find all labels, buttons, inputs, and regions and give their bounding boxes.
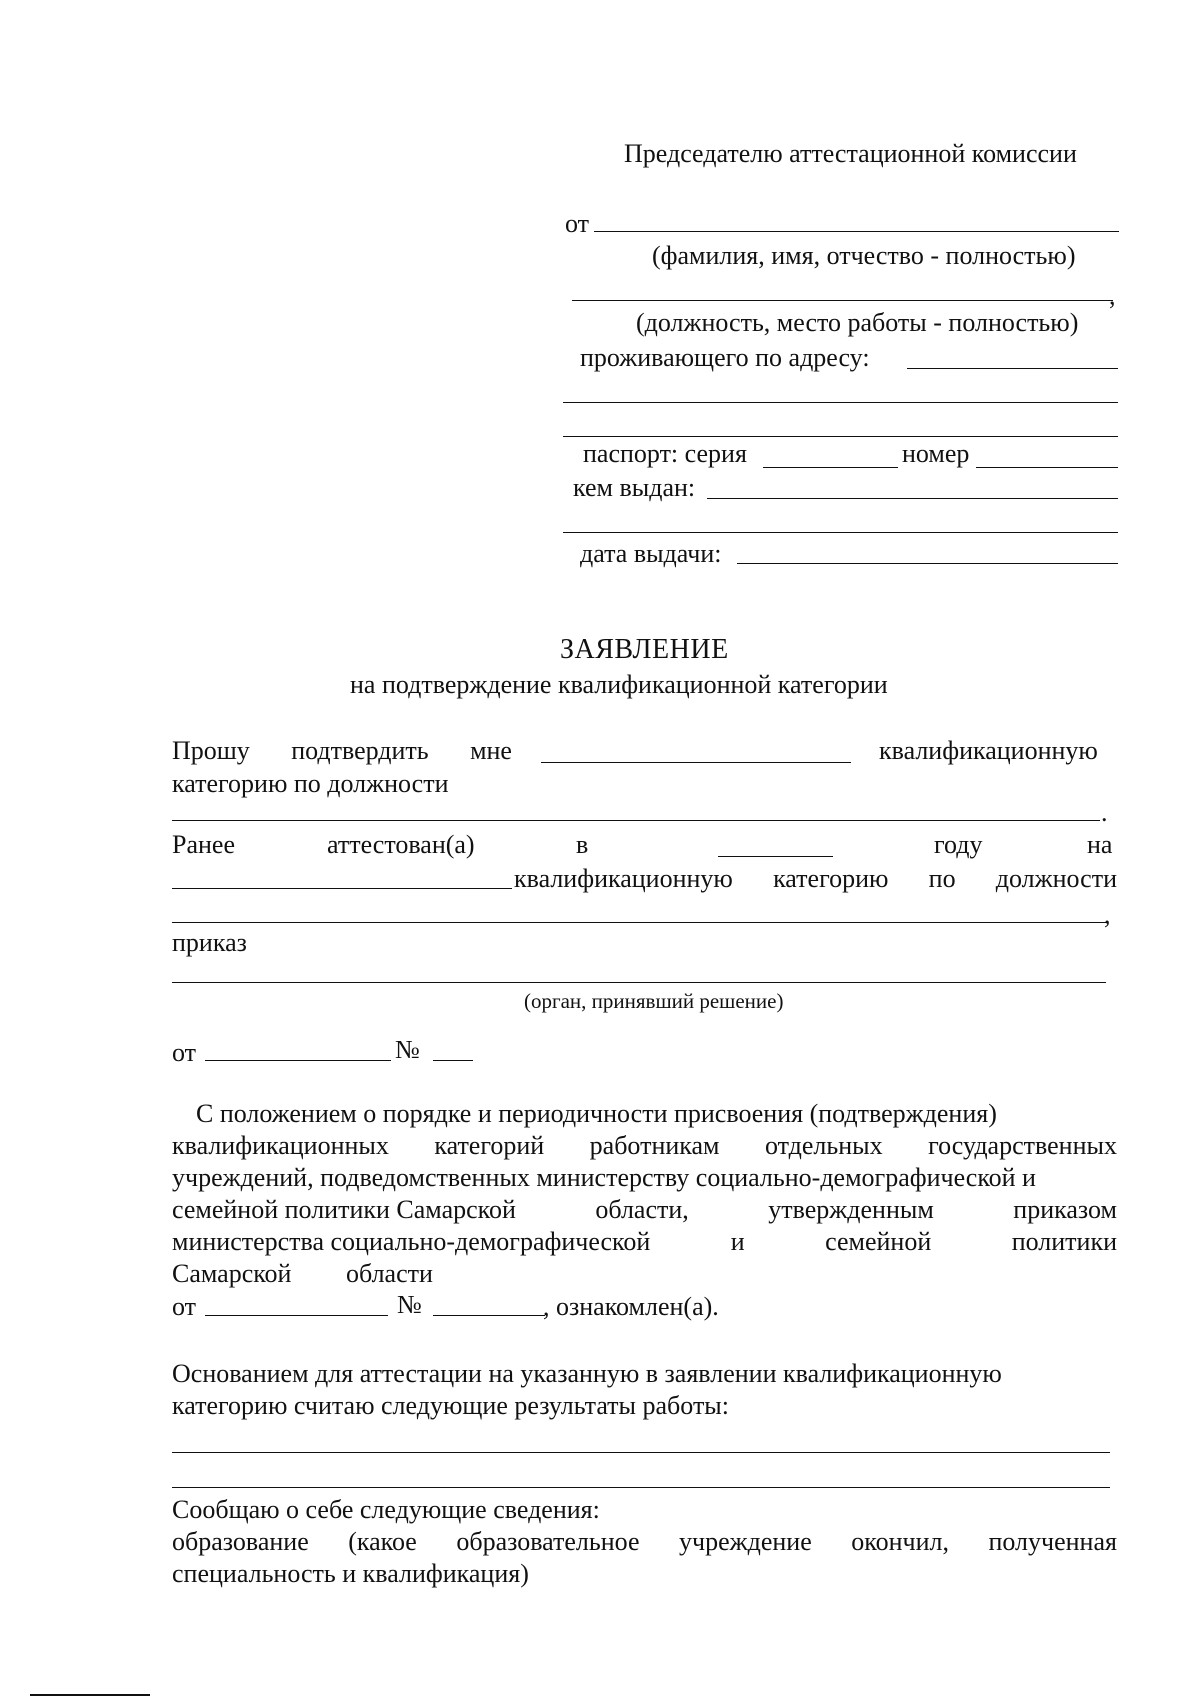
regulation-date-field-line[interactable]	[205, 1315, 388, 1316]
regulation-word: и	[730, 1227, 745, 1256]
previous-on-word: на	[1087, 830, 1113, 859]
regulation-number-sign: №	[397, 1290, 422, 1319]
request-word: Прошу	[172, 736, 250, 765]
regulation-word: министерства социально-демографической	[172, 1227, 651, 1256]
order-organ-field-line[interactable]	[172, 982, 1106, 983]
order-from-label: от	[172, 1038, 197, 1067]
request-line-2: категорию по должности	[172, 769, 449, 798]
position-hint: (должность, место работы - полностью)	[636, 308, 1079, 337]
address-field-line-3[interactable]	[563, 436, 1118, 437]
category-word: квалификационную	[879, 736, 1098, 765]
regulation-word: квалификационных	[172, 1131, 389, 1160]
addressee-text: Председателю аттестационной комиссии	[624, 139, 1077, 168]
request-end-dot: .	[1101, 798, 1108, 827]
about-line-1: Сообщаю о себе следующие сведения:	[172, 1495, 600, 1524]
previous-year-field-line[interactable]	[718, 856, 833, 857]
about-word: учреждение	[679, 1527, 812, 1556]
previous-category-field-line[interactable]	[172, 888, 512, 889]
regulation-word: области,	[595, 1195, 689, 1224]
regulation-word: категорий	[434, 1131, 545, 1160]
request-word: мне	[470, 736, 512, 765]
about-word: полученная	[988, 1527, 1117, 1556]
order-number-sign: №	[395, 1035, 420, 1064]
issued-by-field-line-1[interactable]	[707, 498, 1118, 499]
order-number-field-line[interactable]	[433, 1060, 473, 1061]
regulation-word: отдельных	[764, 1131, 883, 1160]
about-word: окончил,	[851, 1527, 949, 1556]
about-line-2	[172, 1529, 1117, 1555]
order-label: приказ	[172, 928, 247, 957]
passport-series-label: паспорт: серия	[583, 439, 747, 468]
fio-hint: (фамилия, имя, отчество - полностью)	[652, 241, 1076, 270]
fio-field-line[interactable]	[594, 231, 1119, 232]
previous-job-title-field-line[interactable]	[172, 922, 1106, 923]
regulation-word: работникам	[589, 1131, 720, 1160]
category-field-line[interactable]	[541, 762, 851, 763]
basis-line-1: Основанием для аттестации на указанную в заявлении квалификационную	[172, 1359, 1002, 1388]
footnote-separator-line	[30, 1694, 150, 1696]
issue-date-field-line[interactable]	[737, 563, 1118, 564]
regulation-word: семейной	[825, 1227, 932, 1256]
issued-by-label: кем выдан:	[573, 473, 696, 502]
regulation-line-1: С положением о порядке и периодичности присвоения (подтверждения)	[196, 1099, 997, 1128]
order-date-field-line[interactable]	[205, 1060, 391, 1061]
document-title: ЗАЯВЛЕНИЕ	[560, 634, 729, 665]
address-field-line-1[interactable]	[907, 368, 1118, 369]
previous-line2-word: категорию	[773, 864, 889, 893]
request-word: подтвердить	[291, 736, 429, 765]
regulation-acquainted: , ознакомлен(а).	[543, 1292, 719, 1321]
previous-word-earlier: Ранее	[172, 830, 235, 859]
regulation-word-samara: Самарской	[172, 1259, 292, 1288]
results-field-line-2[interactable]	[172, 1487, 1110, 1488]
regulation-line-4	[172, 1197, 1117, 1223]
regulation-word: политики	[1011, 1227, 1117, 1256]
regulation-number-field-line[interactable]	[433, 1315, 545, 1316]
basis-line-2: категорию считаю следующие результаты работы:	[172, 1391, 729, 1420]
position-line-comma: ,	[1109, 281, 1116, 310]
about-line-3: специальность и квалификация)	[172, 1559, 529, 1588]
about-word: образовательное	[456, 1527, 640, 1556]
organ-hint: (орган, принявший решение)	[524, 989, 784, 1013]
about-word: образование	[172, 1527, 309, 1556]
address-label: проживающего по адресу:	[580, 343, 870, 372]
passport-series-field-line[interactable]	[763, 467, 898, 468]
regulation-line-5	[172, 1229, 1117, 1255]
previous-year-word: году	[934, 830, 983, 859]
request-line-words	[172, 738, 512, 764]
regulation-word: приказом	[1013, 1195, 1117, 1224]
about-word: (какое	[348, 1527, 417, 1556]
regulation-word: утвержденным	[768, 1195, 934, 1224]
previous-line-2-words	[514, 866, 1117, 892]
job-title-field-line[interactable]	[172, 820, 1100, 821]
regulation-word: государственных	[928, 1131, 1117, 1160]
from-label: от	[565, 209, 590, 238]
passport-number-label: номер	[902, 439, 970, 468]
previous-end-comma: ,	[1104, 900, 1111, 929]
regulation-line-2	[172, 1133, 1117, 1159]
previous-word-in: в	[576, 830, 589, 859]
previous-line2-word: квалификационную	[514, 864, 733, 893]
previous-line2-word: по	[928, 864, 956, 893]
results-field-line-1[interactable]	[172, 1452, 1110, 1453]
position-field-line[interactable]	[572, 300, 1113, 301]
previous-word-attested: аттестован(а)	[327, 830, 475, 859]
issued-by-field-line-2[interactable]	[563, 532, 1118, 533]
regulation-line-3: учреждений, подведомственных министерству социально-демографической и	[172, 1163, 1036, 1192]
address-field-line-2[interactable]	[563, 402, 1118, 403]
passport-number-field-line[interactable]	[976, 467, 1118, 468]
regulation-word: семейной политики Самарской	[172, 1195, 516, 1224]
previous-line2-word: должности	[995, 864, 1117, 893]
document-subtitle: на подтверждение квалификационной категории	[350, 670, 888, 699]
regulation-word-oblast: области	[346, 1259, 433, 1288]
regulation-from-label: от	[172, 1292, 197, 1321]
issue-date-label: дата выдачи:	[580, 539, 722, 568]
